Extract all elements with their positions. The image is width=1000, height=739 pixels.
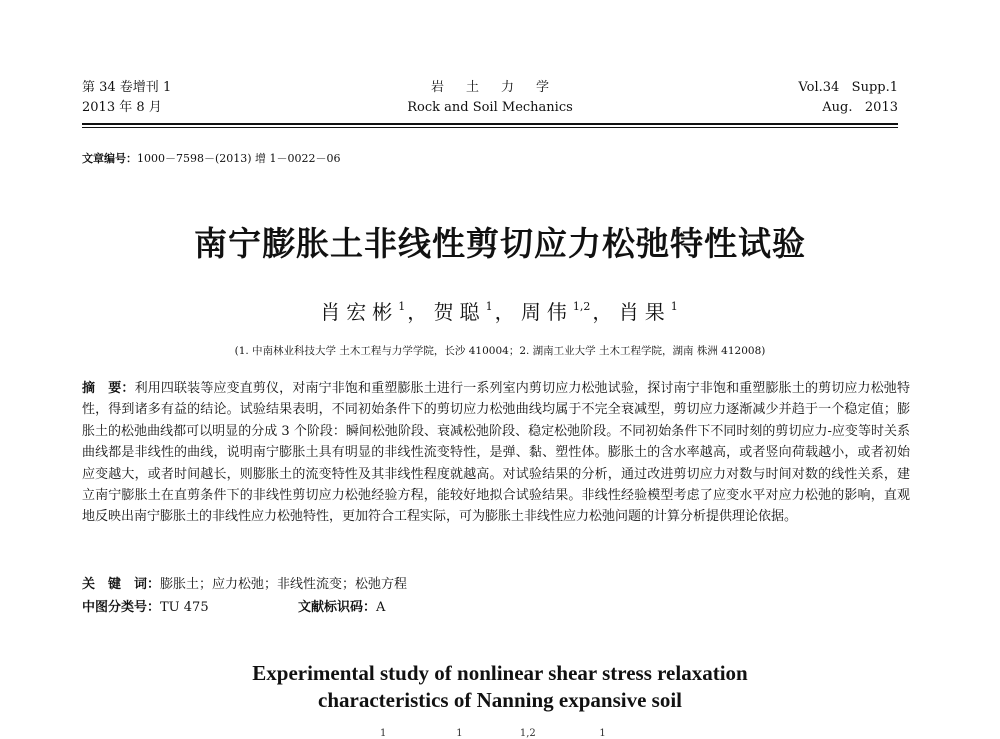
abstract-text: 利用四联装等应变直剪仪，对南宁非饱和重塑膨胀土进行一系列室内剪切应力松弛试验，探讨南宁非饱和重塑膨胀土的剪切应力松弛特性，得到诸多有益的结论。试验结果表明，不同初始条件下的剪切应力松弛曲线均属于不完全衰减型，剪切应力逐渐减少并趋于一个稳定值；膨胀土的松弛曲线都可以明显的分成 3 个阶段：瞬间松弛阶段、衰减松弛阶段、稳定松弛阶段。不同初始条件下不同时刻的剪切应力-应变等时关系曲线都是非线性的曲线，说明南宁膨胀土具有明显的非线性流变特性，是弹、黏、塑性体。膨胀土的含水率越高，或者竖向荷载越小，或者初始应变越大，或者时间越长，则膨胀土的流变特性及其非线性程度就越高。对试验结果的分析，通过改进剪切应力对数与时间对数的线性关系，建立南宁膨胀土在直剪条件下的非线性剪切应力松弛经验方程，能较好地拟合试验结果。非线性经验模型考虑了应变水平对应力松弛的影响，直观地反映出南宁膨胀土的非线性应力松弛特性，更加符合工程实际，可为膨胀土非线性应力松弛问题的计算分析提供理论依据。 (82, 381, 910, 525)
volume-supp: Vol.34 Supp.1 (798, 80, 898, 95)
paper-title-en-line1: Experimental study of nonlinear shear stress relaxation (252, 661, 748, 685)
author-name: 周伟 (520, 300, 573, 324)
journal-name (380, 78, 600, 118)
publication-date: 2013 年 8 月 (82, 100, 162, 115)
article-number-value: 1000－7598－(2013) 增 1－0022－06 (137, 152, 341, 165)
journal-issue (82, 78, 171, 118)
keywords-value: 膨胀土；应力松弛；非线性流变；松弛方程 (160, 577, 408, 592)
author-name: 贺聪 (433, 300, 486, 324)
clc-label: 中图分类号： (82, 600, 161, 615)
author-separator: ， (407, 300, 428, 324)
document-code (298, 596, 385, 615)
author-list (0, 296, 1000, 325)
author-affil-mark: 1 (398, 300, 406, 313)
author-affil-mark: 1,2 (572, 300, 591, 313)
document-code-label: 文献标识码： (298, 600, 377, 615)
clc-value: TU 475 (160, 600, 209, 615)
article-number-label: 文章编号： (82, 152, 137, 165)
author-name: 肖果 (618, 300, 671, 324)
journal-name-en: Rock and Soil Mechanics (407, 100, 573, 115)
author-separator: ， (592, 300, 613, 324)
journal-name-cn: 岩土力学 (430, 80, 571, 95)
author-affil-mark: 1 (485, 300, 493, 313)
document-code-value: A (376, 600, 386, 615)
paper-title-cn: 南宁膨胀土非线性剪切应力松弛特性试验 (194, 224, 806, 263)
article-number (82, 150, 341, 166)
paper-title-en-line2: characteristics of Nanning expansive soil (318, 688, 682, 712)
cropped-author-superscripts: 1 1 1,2 1 (380, 728, 606, 739)
affiliations: (1. 中南林业科技大学 土木工程与力学学院，长沙 410004；2. 湖南工业大学 土木工程学院，湖南 株洲 412008) (234, 345, 766, 357)
journal-volume-en (798, 78, 898, 118)
header-rule-thin (82, 127, 898, 128)
author-name: 肖宏彬 (320, 300, 399, 324)
author-affil-mark: 1 (670, 300, 678, 313)
volume-issue: 第 34 卷增刊 1 (82, 80, 172, 95)
header-rule-thick (82, 123, 898, 125)
abstract-label: 摘 要： (82, 381, 135, 396)
abstract (82, 378, 910, 528)
keywords-label: 关 键 词： (82, 577, 161, 592)
clc-number (82, 596, 209, 615)
author-separator: ， (494, 300, 515, 324)
keywords (82, 573, 407, 592)
date-en: Aug. 2013 (822, 100, 898, 115)
paper-title-en (0, 660, 1000, 714)
